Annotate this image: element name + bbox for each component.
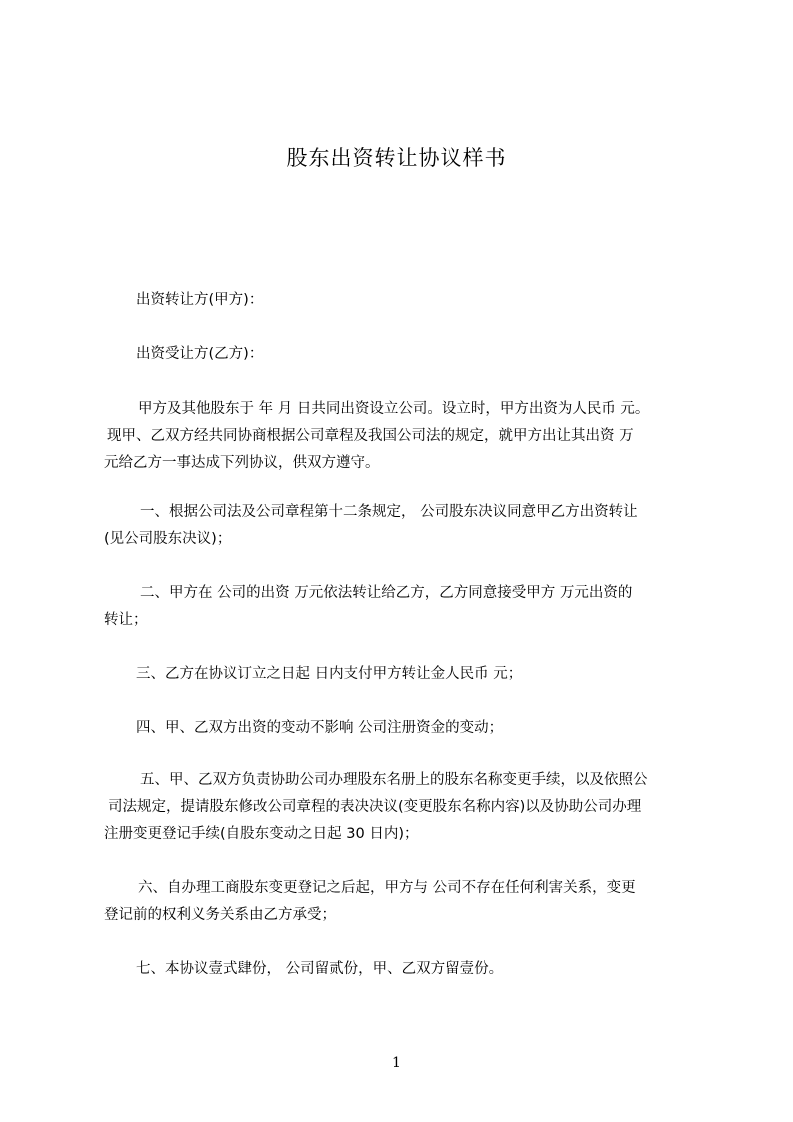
clause-7 (104, 956, 704, 983)
clause-3 (104, 661, 704, 688)
clause-line: (见公司股东决议)； (104, 531, 232, 547)
clause-2 (104, 580, 704, 634)
preamble-line: 甲方及其他股东于 年 月 日共同出资设立公司。设立时，甲方出资为人民币 元。 (138, 401, 650, 417)
clause-line: 四、甲、乙双方出资的变动不影响 公司注册资金的变动； (136, 720, 504, 736)
clause-line: 三、乙方在协议订立之日起 日内支付甲方转让金人民币 元； (136, 666, 523, 682)
clause-line: 登记前的权利义务关系由乙方承受； (104, 907, 336, 923)
transferor-line (104, 287, 704, 314)
document-title: 股东出资转让协议样书 (286, 146, 507, 170)
transferee-label: 出资受让方(乙方)： (136, 346, 264, 362)
preamble-line: 元给乙方一事达成下列协议，供双方遵守。 (104, 455, 380, 471)
clause-line: 二、甲方在 公司的出资 万元依法转让给乙方，乙方同意接受甲方 万元出资的 (140, 585, 633, 601)
clause-line: 六、自办理工商股东变更登记之后起，甲方与 公司不存在任何利害关系，变更 (138, 880, 636, 896)
transferor-label: 出资转让方(甲方)： (136, 292, 264, 308)
clause-6 (104, 875, 704, 929)
page-number: 1 (392, 1055, 401, 1071)
clause-line: 一、根据公司法及公司章程第十二条规定， 公司股东决议同意甲乙方出资转让 (140, 504, 638, 520)
preamble-paragraph (104, 396, 704, 477)
clause-5 (104, 767, 704, 848)
clause-line: 注册变更登记手续(自股东变动之日起 30 日内)； (104, 826, 419, 842)
preamble-line: 现甲、乙双方经共同协商根据公司章程及我国公司法的规定，就甲方出让其出资 万 (107, 428, 634, 444)
clause-4 (104, 715, 704, 742)
clause-line: 七、本协议壹式肆份， 公司留贰份，甲、乙双方留壹份。 (136, 961, 504, 977)
clause-1 (104, 499, 704, 553)
clause-line: 司法规定，提请股东修改公司章程的表决决议(变更股东名称内容)以及协助公司办理 (108, 799, 642, 815)
clause-line: 转让； (104, 612, 148, 628)
clause-line: 五、甲、乙双方负责协助公司办理股东名册上的股东名称变更手续，以及依照公 (140, 772, 648, 788)
transferee-line (104, 341, 704, 368)
